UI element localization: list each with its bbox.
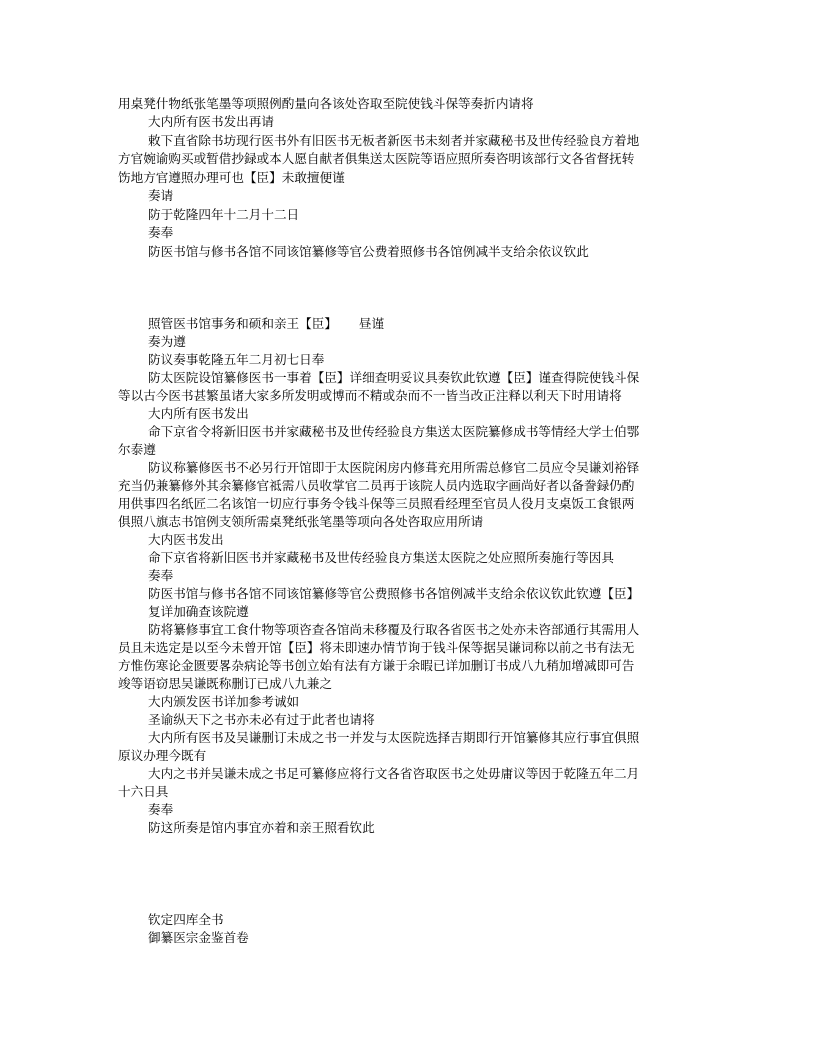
text-line: 大内医书发出 (148, 532, 224, 547)
text-line: 敕下直省除书坊现行医书外有旧医书无板者新医书未刻者并家藏秘书及世传经验良方着地 (148, 133, 640, 148)
text-line: 复详加确查该院遵 (148, 604, 249, 619)
text-line: 用桌凳什物纸张笔墨等项照例酌量向各该处咨取至院使钱斗保等奏折内请将 (118, 96, 534, 111)
text-line: 奏奉 (148, 568, 174, 583)
text-line: 大内之书并吴谦未成之书足可纂修应将行文各省咨取医书之处毋庸议等因于乾隆五年二月 (148, 766, 640, 781)
text-line: 命下京省令将新旧医书并家藏秘书及世传经验良方集送太医院纂修成书等情经大学士伯鄂 (148, 424, 640, 439)
text-line: 竣等语窃思吴谦既称删订已成八九兼之 (118, 676, 333, 691)
text-line: 俱照八旗志书馆例支领所需桌凳纸张笔墨等项向各处咨取应用所请 (118, 514, 484, 529)
text-line: 大内所有医书发出 (148, 406, 249, 421)
text-line: 防医书馆与修书各馆不同该馆纂修等官公费照修书各馆例减半支给余依议钦此钦遵【臣】 (148, 586, 640, 601)
text-line: 饬地方官遵照办理可也【臣】未敢擅便谨 (118, 170, 345, 185)
text-line: 防议奏事乾隆五年二月初七日奉 (148, 352, 325, 367)
text-line: 昼谨 (358, 316, 385, 331)
text-line: 照管医书馆事务和硕和亲王【臣】 (148, 316, 337, 331)
volume-title: 御纂医宗金鉴首卷 (148, 930, 249, 945)
text-line: 奏请 (148, 188, 174, 203)
text-line: 奏奉 (148, 225, 174, 240)
text-line: 等以古今医书甚繁虽诸大家多所发明或博而不精或杂而不一皆当改正注释以利天下时用请将 (118, 388, 622, 403)
text-line: 防医书馆与修书各馆不同该馆纂修等官公费着照修书各馆例减半支给余依议钦此 (148, 244, 589, 259)
text-line: 大内所有医书发出再请 (148, 114, 274, 129)
text-line: 防于乾隆四年十二月十二日 (148, 207, 300, 222)
text-line: 充当仍兼纂修外其余纂修官祗需八员收掌官二员再于该院人员内选取字画尚好者以备誊録仍酌 (118, 478, 635, 493)
text-line: 方官婉谕购买或暂借抄録或本人愿自献者俱集送太医院等语应照所奏咨明该部行文各省督抚转 (118, 151, 635, 166)
text-line: 原议办理今既有 (118, 748, 207, 763)
text-line: 命下京省将新旧医书并家藏秘书及世传经验良方集送太医院之处应照所奏施行等因具 (148, 550, 614, 565)
text-line: 奏为遵 (148, 334, 186, 349)
text-line: 方惟伤寒论金匮要畧杂病论等书创立始有法有方谦于余暇已详加删订书成八九稍加增减即可告 (118, 658, 635, 673)
text-line: 大内所有医书及吴谦删订未成之书一并发与太医院选择吉期即行开馆纂修其应行事宜俱照 (148, 730, 640, 745)
text-line: 防议称纂修医书不必另行开馆即于太医院闲房内修葺充用所需总修官二员应令吴谦刘裕铎 (148, 460, 640, 475)
text-line: 防这所奏是馆内事宜亦着和亲王照看钦此 (148, 820, 375, 835)
memorial-heading (148, 315, 702, 334)
text-line: 用供事四名纸匠二名该馆一切应行事务令钱斗保等三员照看经理至官员人役月支桌饭工食银两 (118, 496, 635, 511)
text-line: 十六日具 (118, 784, 169, 799)
text-line: 大内颁发医书详加参考诚如 (148, 694, 300, 709)
text-line: 圣谕纵天下之书亦未必有过于此者也请将 (148, 712, 375, 727)
text-line: 防太医院设馆纂修医书一事着【臣】详细查明妥议具奏钦此钦遵【臣】谨查得院使钱斗保 (148, 370, 640, 385)
text-line: 员且未选定是以至今未曾开馆【臣】将未即速办情节询于钱斗保等据吴谦词称以前之书有法无 (118, 640, 635, 655)
text-line: 尔泰遵 (118, 442, 156, 457)
book-title: 钦定四库全书 (148, 912, 224, 927)
text-line: 奏奉 (148, 802, 174, 817)
text-line: 防将纂修事宜工食什物等项咨查各馆尚未移覆及行取各省医书之处亦未咨部通行其需用人 (148, 622, 640, 637)
